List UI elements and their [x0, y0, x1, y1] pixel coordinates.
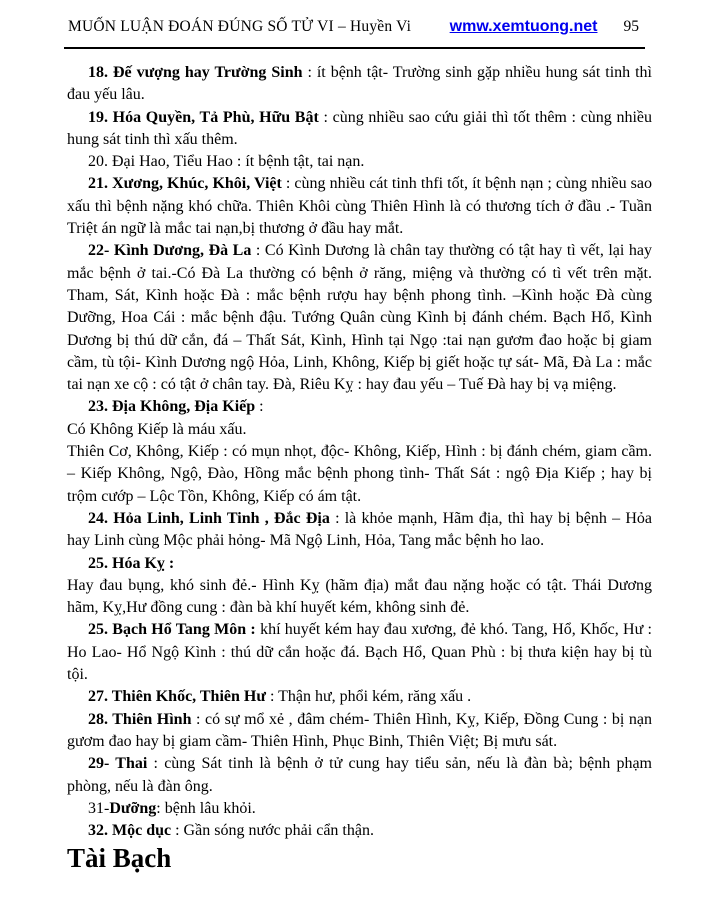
- term-bold: 28. Thiên Hình: [88, 710, 192, 728]
- paragraph: [67, 107, 652, 152]
- page-header: [68, 18, 639, 36]
- paragraph: [67, 820, 652, 842]
- paragraph: [67, 798, 652, 820]
- paragraph-text: Có Không Kiếp là máu xấu.: [67, 420, 247, 438]
- paragraph-text: : ít bệnh tật- Trường sinh gặp nhiều hung sát tinh thì đau yếu lâu.: [67, 64, 652, 104]
- header-title: MUỐN LUẬN ĐOÁN ĐÚNG SỐ TỬ VI – Huyền Vi: [68, 18, 412, 35]
- section-heading-tai-bach: Tài Bạch: [67, 843, 172, 874]
- paragraph: [67, 396, 652, 418]
- header-right-group: [450, 18, 639, 36]
- term-bold: 18. Đế vượng hay Trường Sinh: [88, 64, 303, 81]
- website-link[interactable]: wmw.xemtuong.net: [449, 18, 598, 35]
- paragraph: [67, 173, 652, 240]
- paragraph-text: : bệnh lâu khỏi.: [156, 799, 256, 817]
- paragraph: [67, 753, 652, 798]
- paragraph: [67, 686, 652, 708]
- paragraph-text: : Có Kình Dương là chân tay thường có tật hay tì vết, lại hay mắc bệnh ở tai.-Có Đà La thường có bệnh ở răng, miệng và thường có tì vết trên mặt. Tham, Sát, Kình hoặc Đà : mắc bệnh rượu hay bệnh phong tình. –Kình hoặc Đà cùng Dưỡng, Hoa Cái : mắc bệnh đậu. Tướng Quân cùng Kình bị đánh chém. Bạch Hổ, Kình Dương bị thú dữ cắn, đá – Thất Sát, Kình, Hình tại Ngọ :tai nạn gươm đao hoặc bị giam cầm, tù tội- Kình Dương ngộ Hỏa, Linh, Không, Kiếp bị giết hoặc tự sát- Mã, Đà La : mắc tai nạn xe cộ : có tật ở chân tay. Đà, Riêu Kỵ : hay đau yếu – Tuế Đà hay bị vạ miệng.: [67, 242, 653, 394]
- paragraph: [67, 709, 652, 754]
- term-bold: 25. Bạch Hổ Tang Môn :: [88, 621, 256, 639]
- paragraph-text: :: [255, 398, 264, 416]
- paragraph-text: Thiên Cơ, Không, Kiếp : có mụn nhọt, độc- Không, Kiếp, Hình : bị đánh chém, giam cầm. – Kiếp Không, Ngộ, Đào, Hồng mắc bệnh phong tình- Thất Sát : ngộ Địa Kiếp ; hay bị trộm cướp – Lộc Tồn, Không, Kiếp có ám tật.: [67, 443, 652, 505]
- term-bold: 24. Hỏa Linh, Linh Tinh , Đắc Địa: [88, 509, 330, 527]
- paragraph: [67, 619, 652, 686]
- term-bold: 21. Xương, Khúc, Khôi, Việt: [88, 175, 282, 193]
- term-bold: 27. Thiên Khốc, Thiên Hư: [88, 688, 266, 706]
- paragraph-text: : cùng nhiều cát tinh thfi tốt, ít bệnh nạn ; cùng nhiều sao xấu thì bệnh nặng khó chữa. Thiên Khôi cùng Thiên Hình là có thương tích ở đầu .- Tuần Triệt án ngữ là mắc tai nạn,bị thương ở đầu hay mắt.: [67, 175, 653, 238]
- paragraph: [67, 575, 652, 620]
- term-bold: 32. Mộc dục: [88, 822, 172, 840]
- paragraph-text: : cùng nhiều sao cứu giải thì tốt thêm : cùng nhiều hung sát tinh thì xấu thêm.: [67, 108, 653, 148]
- paragraph: [67, 553, 652, 575]
- paragraph: [67, 62, 652, 107]
- content-body: [67, 62, 652, 874]
- paragraph: [67, 240, 652, 396]
- term-bold: Dưỡng: [109, 799, 157, 817]
- paragraph: [67, 151, 652, 173]
- term-bold: 23. Địa Không, Địa Kiếp: [88, 398, 256, 416]
- term-bold: 25. Hóa Kỵ :: [88, 554, 175, 572]
- paragraph-text: 20. Đại Hao, Tiểu Hao : ít bệnh tật, tai nạn.: [88, 153, 365, 171]
- paragraph-text: : là khỏe mạnh, Hãm địa, thì hay bị bệnh – Hỏa hay Linh cùng Mộc phải hỏng- Mã Ngộ Linh, Hỏa, Tang mắc bệnh ho lao.: [67, 509, 653, 550]
- term-bold: 22- Kình Dương, Đà La: [88, 242, 252, 260]
- paragraph-text: Hay đau bụng, khó sinh đẻ.- Hình Kỵ (hãm địa) mắt đau nặng hoặc có tật. Thái Dương hãm, Kỵ,Hư đồng cung : đàn bà khí huyết kém, không sinh đẻ.: [67, 576, 652, 617]
- paragraph-text: khí huyết kém hay đau xương, đẻ khó. Tang, Hổ, Khốc, Hư : Ho Lao- Hổ Ngộ Kình : thú dữ cắn hoặc đá. Bạch Hổ, Quan Phù : bị thưa kiện hay bị tù tội.: [67, 621, 652, 684]
- paragraph-text: : cùng Sát tinh là bệnh ở tử cung hay tiểu sản, nếu là đàn bà; bệnh phạm phòng, nếu là đàn ông.: [67, 755, 653, 795]
- paragraph-text: : Gần sóng nước phải cẩn thận.: [171, 822, 374, 840]
- paragraph: [67, 419, 652, 441]
- paragraph: [67, 441, 652, 508]
- paragraph-text: : có sự mổ xẻ , đâm chém- Thiên Hình, Kỵ, Kiếp, Đồng Cung : bị nạn gươm đao hay bị giam cầm- Thiên Hình, Phục Binh, Thiên Việt; Bị mưu sát.: [67, 710, 652, 750]
- paragraph: [67, 508, 652, 553]
- paragraph-text: 31-: [88, 799, 110, 817]
- term-bold: 19. Hóa Quyền, Tả Phù, Hữu Bật: [88, 108, 319, 126]
- header-divider: [64, 47, 645, 49]
- term-bold: 29- Thai: [88, 755, 148, 773]
- paragraph-text: : Thận hư, phổi kém, răng xấu .: [265, 688, 472, 706]
- page-number: 95: [623, 18, 639, 35]
